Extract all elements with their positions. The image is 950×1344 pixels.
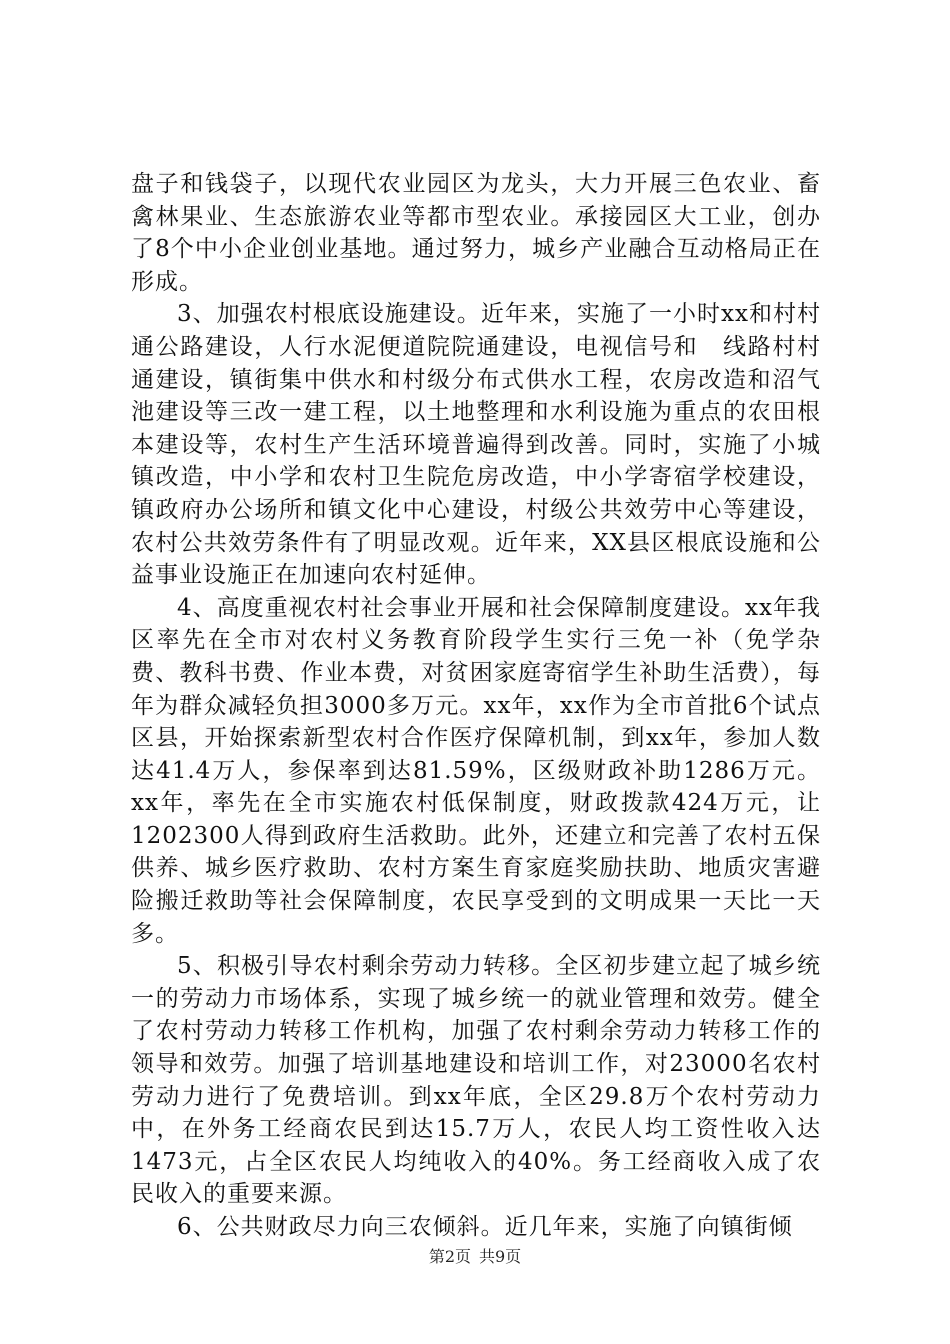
page-total: 共9页 bbox=[479, 1247, 522, 1266]
paragraph-infrastructure: 3、加强农村根底设施建设。近年来，实施了一小时xx和村村通公路建设，人行水泥便道院院通建设，电视信号和 线路村村通建设，镇街集中供水和村级分布式供水工程，农房改造和沼气池建设等三改一建工程，以土地整理和水利设施为重点的农田根本建设等，农村生产生活环境普遍得到改善。同时，实施了小城镇改造，中小学和农村卫生院危房改造，中小学寄宿学校建设，镇政府办公场所和镇文化中心建设，村级公共效劳中心等建设，农村公共效劳条件有了明显改观。近年来，XX县区根底设施和公益事业设施正在加速向农村延伸。 bbox=[131, 301, 821, 589]
paragraph-labor-transfer: 5、积极引导农村剩余劳动力转移。全区初步建立起了城乡统一的劳动力市场体系，实现了城乡统一的就业管理和效劳。健全了农村劳动力转移工作机构，加强了农村剩余劳动力转移工作的领导和效劳。加强了培训基地建设和培训工作，对23000名农村劳动力进行了免费培训。到xx年底，全区29.8万个农村劳动力中，在外务工经商农民到达15.7万人，农民人均工资性收入达1473元，占全区农民人均纯收入的40%。务工经商收入成了农民收入的重要来源。 bbox=[131, 953, 821, 1208]
paragraph-social-security: 4、高度重视农村社会事业开展和社会保障制度建设。xx年我区率先在全市对农村义务教育阶段学生实行三免一补（免学杂费、教科书费、作业本费，对贫困家庭寄宿学生补助生活费），每年为群众减轻负担3000多万元。xx年，xx作为全市首批6个试点区县，开始探索新型农村合作医疗保障机制，到xx年，参加人数达41.4万人，参保率到达81.59%，区级财政补助1286万元。xx年，率先在全市实施农村低保制度，财政拨款424万元，让1202300人得到政府生活救助。此外，还建立和完善了农村五保供养、城乡医疗救助、农村方案生育家庭奖励扶助、地质灾害避险搬迁救助等社会保障制度，农民享受到的文明成果一天比一天多。 bbox=[131, 594, 821, 947]
page-footer bbox=[0, 1247, 950, 1267]
document-body bbox=[131, 168, 821, 1244]
paragraph-public-finance: 6、公共财政尽力向三农倾斜。近几年来，实施了向镇街倾 bbox=[177, 1214, 793, 1240]
page-number: 第2页 bbox=[428, 1247, 471, 1266]
paragraph-continuation: 盘子和钱袋子，以现代农业园区为龙头，大力开展三色农业、畜禽林果业、生态旅游农业等都市型农业。承接园区大工业，创办了8个中小企业创业基地。通过努力，城乡产业融合互动格局正在形成。 bbox=[131, 171, 821, 295]
